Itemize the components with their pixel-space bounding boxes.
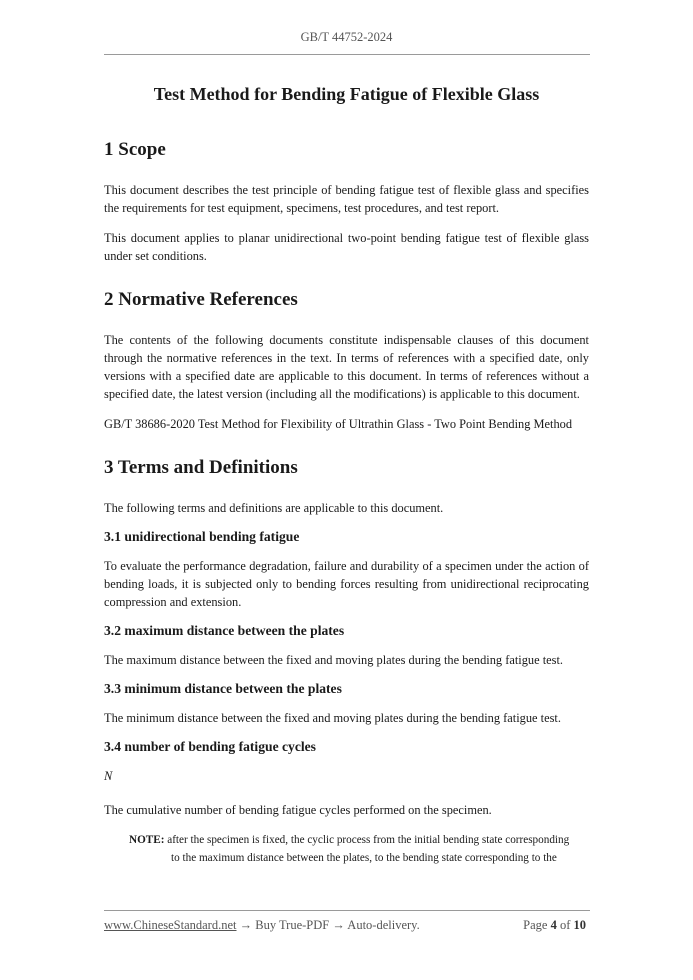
term-3-2-heading: 3.2 maximum distance between the plates	[104, 623, 345, 638]
normative-paragraph: The contents of the following documents constitute indispensable clauses of this document through the normative references in the text. In terms of references with a specified date, only versions with a specified date are applicable to this document. In terms of references without a specified date, the latest version (including all the modifications) is applicable to this document.	[104, 333, 589, 401]
terms-intro: The following terms and definitions are applicable to this document.	[104, 501, 444, 515]
term-3-3-heading: 3.3 minimum distance between the plates	[104, 681, 342, 696]
page-number	[523, 918, 586, 933]
footer-divider	[104, 910, 590, 911]
note-block	[129, 831, 589, 867]
header-divider	[104, 54, 590, 55]
term-3-4-symbol: N	[104, 769, 113, 783]
document-title: Test Method for Bending Fatigue of Flexible Glass	[153, 84, 540, 104]
page-body	[104, 84, 589, 867]
page-current: 4	[550, 918, 557, 932]
page-footer	[104, 918, 590, 933]
note-label: NOTE:	[129, 834, 165, 846]
section-3-heading: 3 Terms and Definitions	[104, 457, 298, 478]
section-1-heading: 1 Scope	[104, 139, 166, 160]
scope-paragraph-2: This document applies to planar unidirectional two-point bending fatigue test of flexible glass under set conditions.	[104, 231, 589, 263]
term-3-1-heading: 3.1 unidirectional bending fatigue	[104, 529, 300, 544]
page-total: 10	[573, 918, 586, 932]
footer-tagline: → Buy True-PDF → Auto-delivery.	[236, 918, 420, 932]
term-3-4-definition: The cumulative number of bending fatigue cycles performed on the specimen.	[104, 803, 492, 817]
note-line-1: after the specimen is fixed, the cyclic process from the initial bending state corresponding	[167, 834, 570, 846]
page-label: Page	[523, 918, 548, 932]
term-3-1-definition: To evaluate the performance degradation, failure and durability of a specimen under the action of bending loads, it is subjected only to bending forces resulting from unidirectional reciprocating compression and extension.	[104, 559, 589, 609]
term-3-2-definition: The maximum distance between the fixed and moving plates during the bending fatigue test.	[104, 653, 564, 667]
term-3-3-definition: The minimum distance between the fixed and moving plates during the bending fatigue test.	[104, 711, 561, 725]
note-line-2: to the maximum distance between the plates, to the bending state corresponding to the	[171, 852, 557, 864]
page-of: of	[559, 918, 571, 932]
term-3-4-heading: 3.4 number of bending fatigue cycles	[104, 739, 316, 754]
section-2-heading: 2 Normative References	[104, 289, 298, 310]
scope-paragraph-1: This document describes the test principle of bending fatigue test of flexible glass and specifies the requirements for test equipment, specimens, test procedures, and test report.	[104, 183, 589, 215]
header-standard-id: GB/T 44752-2024	[300, 30, 393, 44]
footer-site-link[interactable]: www.ChineseStandard.net	[104, 918, 237, 932]
normative-reference-item: GB/T 38686-2020 Test Method for Flexibility of Ultrathin Glass - Two Point Bending Method	[104, 417, 573, 431]
